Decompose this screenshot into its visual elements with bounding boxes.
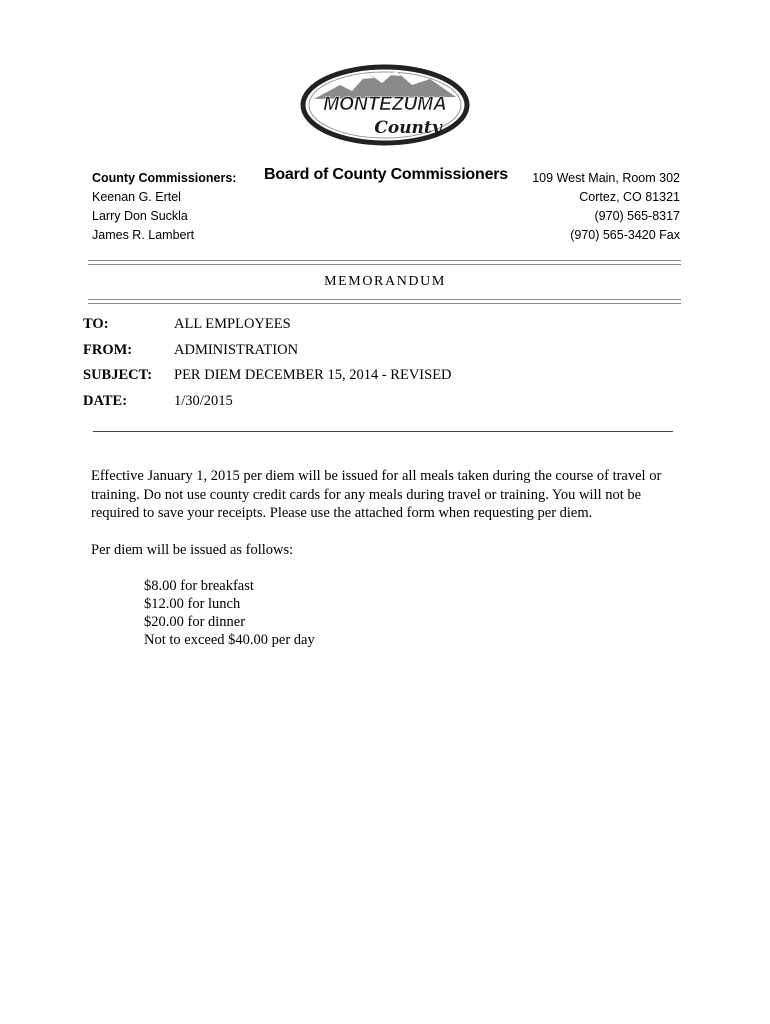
address-block bbox=[532, 169, 680, 245]
rates-list bbox=[144, 577, 691, 649]
commissioners-heading: County Commissioners: bbox=[92, 171, 237, 185]
commissioner-name: James R. Lambert bbox=[92, 228, 195, 242]
commissioner-name: Larry Don Suckla bbox=[92, 209, 188, 223]
commissioners-block bbox=[92, 169, 236, 245]
field-label: FROM: bbox=[83, 341, 133, 358]
field-value: PER DIEM DECEMBER 15, 2014 - REVISED bbox=[174, 367, 452, 383]
field-row-from bbox=[83, 342, 452, 368]
memo-header-fields bbox=[83, 316, 452, 418]
rate-item: Not to exceed $40.00 per day bbox=[144, 632, 315, 648]
divider bbox=[88, 260, 681, 265]
logo-main-text: MONTEZUMA bbox=[323, 94, 447, 115]
address-line: 109 West Main, Room 302 bbox=[532, 171, 680, 185]
field-label: TO: bbox=[83, 316, 109, 332]
memo-body bbox=[91, 467, 691, 649]
fax-line: (970) 565-3420 Fax bbox=[570, 228, 680, 242]
field-row-subject bbox=[83, 367, 452, 393]
rate-item: $12.00 for lunch bbox=[144, 596, 241, 612]
field-label: DATE: bbox=[83, 392, 128, 409]
field-row-date bbox=[83, 393, 452, 419]
logo-script-text: County bbox=[374, 118, 442, 138]
field-label: SUBJECT: bbox=[83, 367, 153, 383]
montezuma-county-logo bbox=[300, 63, 470, 147]
divider bbox=[88, 299, 681, 304]
field-row-to bbox=[83, 316, 452, 342]
rate-item: $20.00 for dinner bbox=[144, 614, 246, 630]
rate-item: $8.00 for breakfast bbox=[144, 578, 254, 594]
address-line: Cortez, CO 81321 bbox=[579, 190, 680, 204]
commissioner-name: Keenan G. Ertel bbox=[92, 190, 181, 204]
field-value: ADMINISTRATION bbox=[174, 341, 299, 358]
phone-line: (970) 565-8317 bbox=[594, 209, 680, 223]
body-paragraph: Per diem will be issued as follows: bbox=[91, 541, 294, 558]
board-title: Board of County Commissioners bbox=[264, 166, 509, 183]
field-value: ALL EMPLOYEES bbox=[174, 316, 291, 332]
header-divider bbox=[93, 431, 673, 432]
memo-title: MEMORANDUM bbox=[324, 274, 446, 289]
field-value: 1/30/2015 bbox=[174, 392, 233, 409]
body-paragraph: Effective January 1, 2015 per diem will be issued for all meals taken during the course of travel or training. Do not use county credit cards for any meals during travel or training. You will not be required to save your receipts. Please use the attached form when requesting per diem. bbox=[91, 468, 662, 521]
